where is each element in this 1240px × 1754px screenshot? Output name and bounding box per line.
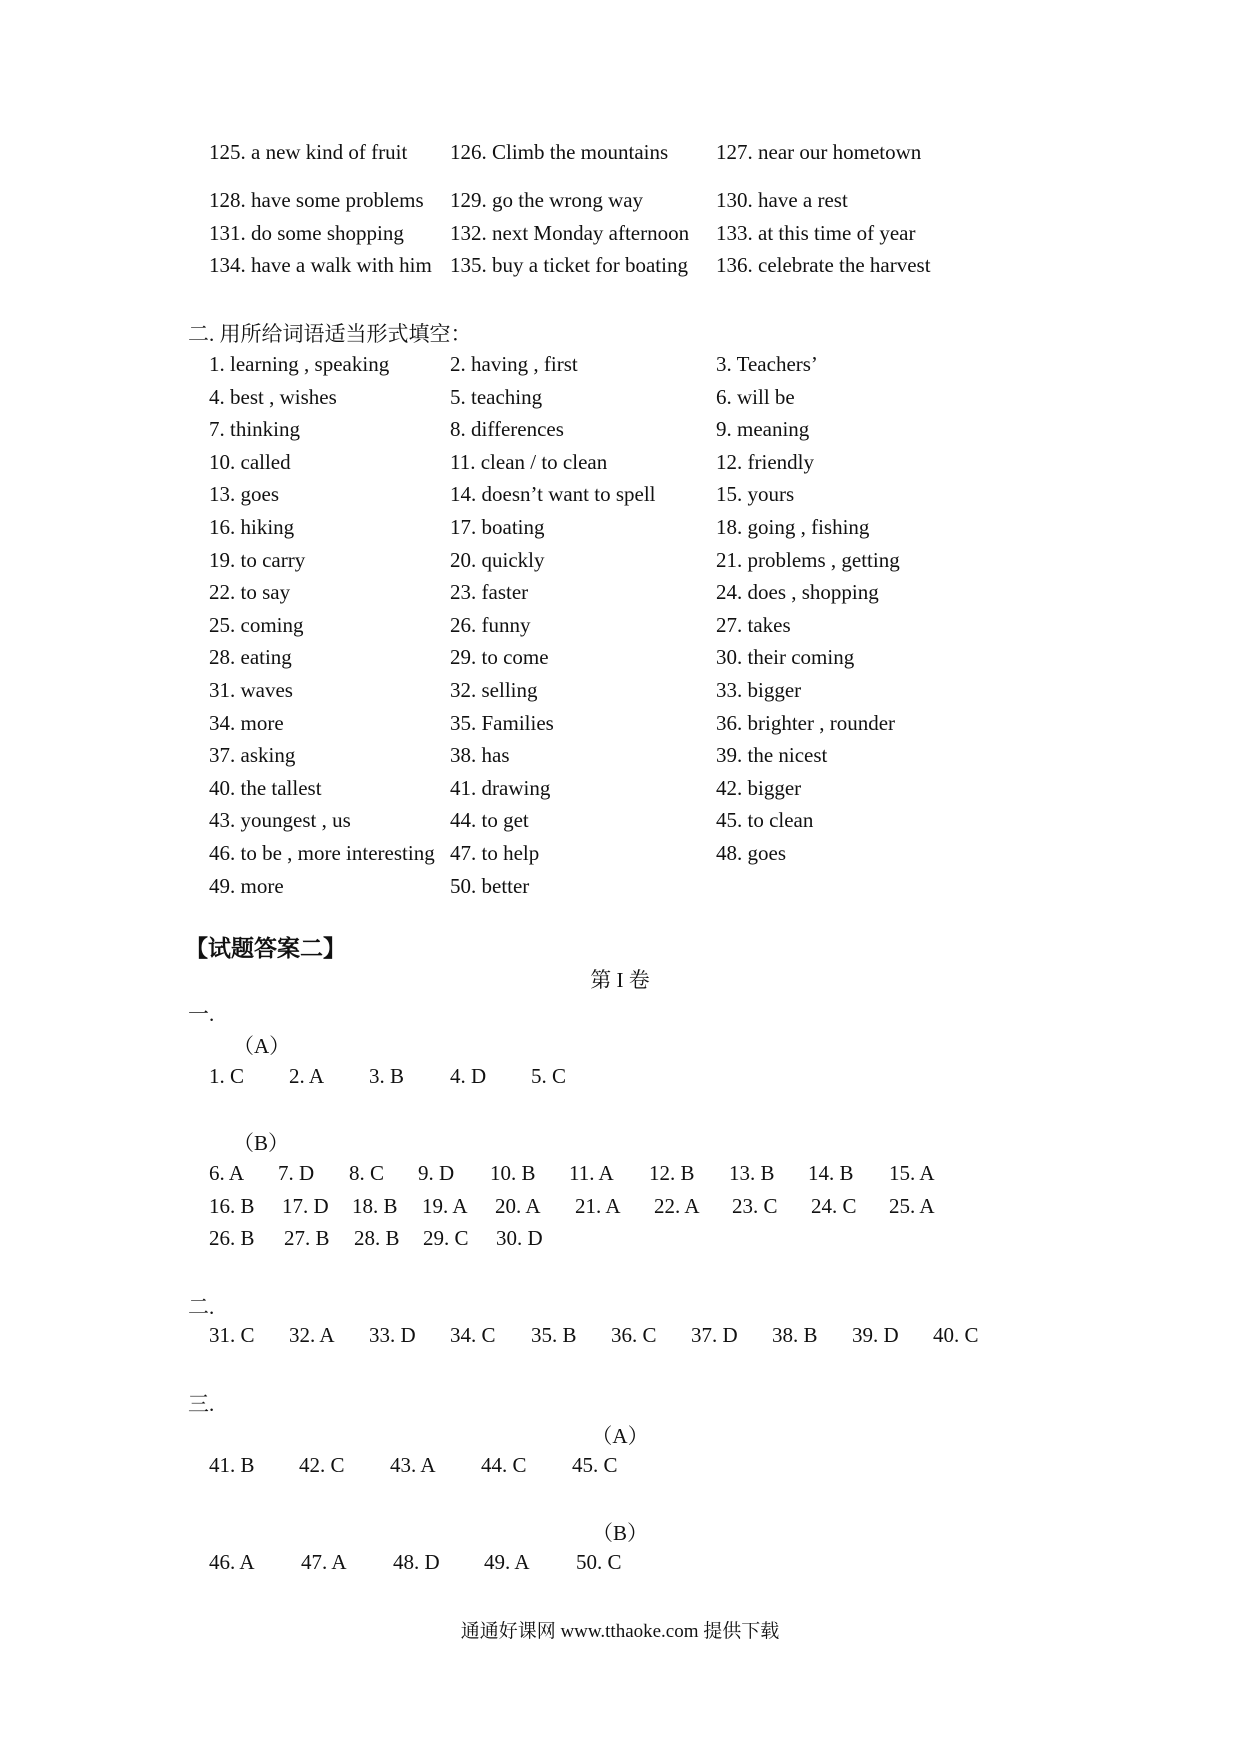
answer-item: 24. C <box>811 1194 857 1218</box>
answer-item: 44. C <box>481 1453 527 1477</box>
subsection-label: （A） <box>233 1034 291 1058</box>
fill-in-row <box>0 417 1240 449</box>
answer-row <box>0 1064 1240 1096</box>
fill-in-answer: 23. faster <box>450 580 529 604</box>
fill-in-answer: 18. going , fishing <box>716 515 870 539</box>
fill-in-answer: 24. does , shopping <box>716 580 879 604</box>
phrase-answer: 133. at this time of year <box>716 221 916 245</box>
fill-in-answer: 14. doesn’t want to spell <box>450 482 656 506</box>
fill-in-answer: 46. to be , more interesting <box>209 841 435 865</box>
answer-item: 8. C <box>349 1161 385 1185</box>
fill-in-answer: 17. boating <box>450 515 545 539</box>
fill-in-answer: 26. funny <box>450 613 531 637</box>
fill-in-answer: 48. goes <box>716 841 786 865</box>
answer-item: 50. C <box>576 1550 622 1574</box>
phrase-answer: 127. near our hometown <box>716 140 922 164</box>
answer-item: 14. B <box>808 1161 854 1185</box>
answer-item: 4. D <box>450 1064 487 1088</box>
answer-row <box>0 1550 1240 1582</box>
answer-item: 13. B <box>729 1161 775 1185</box>
fill-in-answer: 2. having , first <box>450 352 578 376</box>
fill-in-row <box>0 580 1240 612</box>
fill-in-row <box>0 645 1240 677</box>
fill-in-answer: 15. yours <box>716 482 795 506</box>
fill-in-answer: 6. will be <box>716 385 795 409</box>
fill-in-row <box>0 776 1240 808</box>
answers-title: 【试题答案二】 <box>185 936 346 961</box>
fill-in-answer: 44. to get <box>450 808 529 832</box>
answer-item: 35. B <box>531 1323 577 1347</box>
phrase-row <box>0 140 1240 172</box>
answer-item: 29. C <box>423 1226 469 1250</box>
answer-item: 18. B <box>352 1194 398 1218</box>
fill-in-answer: 39. the nicest <box>716 743 828 767</box>
subsection-label: （B） <box>591 1521 648 1545</box>
answer-item: 9. D <box>418 1161 455 1185</box>
answer-item: 3. B <box>369 1064 405 1088</box>
fill-in-row <box>0 841 1240 873</box>
phrase-answer: 134. have a walk with him <box>209 253 432 277</box>
answer-item: 6. A <box>209 1161 245 1185</box>
fill-in-answer: 27. takes <box>716 613 791 637</box>
answer-item: 20. A <box>495 1194 541 1218</box>
answer-row <box>0 1453 1240 1485</box>
answer-item: 16. B <box>209 1194 255 1218</box>
fill-in-row <box>0 548 1240 580</box>
answer-item: 21. A <box>575 1194 621 1218</box>
fill-in-answer: 5. teaching <box>450 385 543 409</box>
fill-in-row <box>0 678 1240 710</box>
answer-item: 48. D <box>393 1550 440 1574</box>
fill-in-row <box>0 482 1240 514</box>
answer-row <box>0 1226 1240 1258</box>
fill-in-row <box>0 450 1240 482</box>
fill-in-answer: 20. quickly <box>450 548 545 572</box>
answer-item: 45. C <box>572 1453 618 1477</box>
answer-item: 27. B <box>284 1226 330 1250</box>
phrase-row <box>0 253 1240 285</box>
fill-in-row <box>0 515 1240 547</box>
fill-in-row <box>0 711 1240 743</box>
answer-item: 38. B <box>772 1323 818 1347</box>
answer-item: 36. C <box>611 1323 657 1347</box>
answer-row <box>0 1161 1240 1193</box>
fill-in-answer: 31. waves <box>209 678 293 702</box>
phrase-answer: 132. next Monday afternoon <box>450 221 690 245</box>
fill-in-answer: 35. Families <box>450 711 554 735</box>
fill-in-answer: 12. friendly <box>716 450 814 474</box>
fill-in-answer: 3. Teachers’ <box>716 352 818 376</box>
answer-item: 39. D <box>852 1323 899 1347</box>
answer-item: 32. A <box>289 1323 335 1347</box>
subsection-label: （B） <box>233 1131 290 1155</box>
answer-item: 41. B <box>209 1453 255 1477</box>
answer-item: 26. B <box>209 1226 255 1250</box>
answer-row <box>0 1194 1240 1226</box>
answer-item: 30. D <box>496 1226 543 1250</box>
phrase-answer: 128. have some problems <box>209 188 424 212</box>
footer-text: 通通好课网 www.tthaoke.com 提供下载 <box>460 1621 780 1642</box>
phrase-answer: 125. a new kind of fruit <box>209 140 408 164</box>
fill-in-row <box>0 743 1240 775</box>
answer-item: 7. D <box>278 1161 315 1185</box>
answer-item: 34. C <box>450 1323 496 1347</box>
answer-item: 15. A <box>889 1161 935 1185</box>
fill-in-answer: 9. meaning <box>716 417 810 441</box>
part-label: 一. <box>188 1002 215 1026</box>
phrase-answer: 135. buy a ticket for boating <box>450 253 688 277</box>
fill-in-row <box>0 352 1240 384</box>
phrase-answer: 131. do some shopping <box>209 221 404 245</box>
phrase-answer: 130. have a rest <box>716 188 848 212</box>
answer-item: 37. D <box>691 1323 738 1347</box>
fill-in-answer: 30. their coming <box>716 645 855 669</box>
fill-in-row <box>0 385 1240 417</box>
part-label: 二. <box>188 1295 215 1319</box>
answer-item: 47. A <box>301 1550 347 1574</box>
fill-in-answer: 21. problems , getting <box>716 548 900 572</box>
phrase-answer: 136. celebrate the harvest <box>716 253 931 277</box>
answer-item: 49. A <box>484 1550 530 1574</box>
answer-item: 2. A <box>289 1064 325 1088</box>
answer-item: 33. D <box>369 1323 416 1347</box>
phrase-row <box>0 188 1240 220</box>
answer-item: 31. C <box>209 1323 255 1347</box>
answer-item: 22. A <box>654 1194 700 1218</box>
answer-item: 40. C <box>933 1323 979 1347</box>
answer-row <box>0 1323 1240 1355</box>
answer-item: 19. A <box>422 1194 468 1218</box>
fill-in-answer: 19. to carry <box>209 548 306 572</box>
fill-in-answer: 36. brighter , rounder <box>716 711 896 735</box>
answer-item: 5. C <box>531 1064 567 1088</box>
fill-in-row <box>0 613 1240 645</box>
fill-in-answer: 37. asking <box>209 743 296 767</box>
part-label: 三. <box>188 1392 215 1416</box>
fill-in-answer: 45. to clean <box>716 808 814 832</box>
fill-in-answer: 13. goes <box>209 482 279 506</box>
fill-in-answer: 38. has <box>450 743 510 767</box>
fill-in-answer: 4. best , wishes <box>209 385 337 409</box>
fill-in-answer: 10. called <box>209 450 291 474</box>
phrase-answer: 126. Climb the mountains <box>450 140 669 164</box>
answer-item: 28. B <box>354 1226 400 1250</box>
fill-in-answer: 28. eating <box>209 645 292 669</box>
answer-item: 46. A <box>209 1550 255 1574</box>
fill-in-row <box>0 874 1240 906</box>
fill-in-answer: 33. bigger <box>716 678 802 702</box>
answer-item: 43. A <box>390 1453 436 1477</box>
fill-in-answer: 34. more <box>209 711 284 735</box>
fill-in-answer: 25. coming <box>209 613 304 637</box>
fill-in-answer: 47. to help <box>450 841 540 865</box>
fill-in-answer: 7. thinking <box>209 417 301 441</box>
fill-in-answer: 42. bigger <box>716 776 802 800</box>
fill-in-answer: 16. hiking <box>209 515 295 539</box>
answer-item: 12. B <box>649 1161 695 1185</box>
fill-in-row <box>0 808 1240 840</box>
section-heading: 二. 用所给词语适当形式填空： <box>188 322 472 346</box>
answer-item: 23. C <box>732 1194 778 1218</box>
fill-in-answer: 41. drawing <box>450 776 551 800</box>
fill-in-answer: 8. differences <box>450 417 564 441</box>
answer-item: 1. C <box>209 1064 245 1088</box>
fill-in-answer: 43. youngest , us <box>209 808 351 832</box>
fill-in-answer: 32. selling <box>450 678 538 702</box>
fill-in-answer: 49. more <box>209 874 284 898</box>
answer-item: 42. C <box>299 1453 345 1477</box>
fill-in-answer: 40. the tallest <box>209 776 322 800</box>
phrase-row <box>0 221 1240 253</box>
answer-item: 25. A <box>889 1194 935 1218</box>
fill-in-answer: 1. learning , speaking <box>209 352 390 376</box>
subsection-label: （A） <box>591 1424 649 1448</box>
fill-in-answer: 50. better <box>450 874 530 898</box>
answer-item: 11. A <box>569 1161 614 1185</box>
answer-item: 17. D <box>282 1194 329 1218</box>
volume-title: 第 I 卷 <box>590 968 650 992</box>
answer-item: 10. B <box>490 1161 536 1185</box>
fill-in-answer: 22. to say <box>209 580 291 604</box>
phrase-answer: 129. go the wrong way <box>450 188 644 212</box>
fill-in-answer: 11. clean / to clean <box>450 450 608 474</box>
fill-in-answer: 29. to come <box>450 645 549 669</box>
